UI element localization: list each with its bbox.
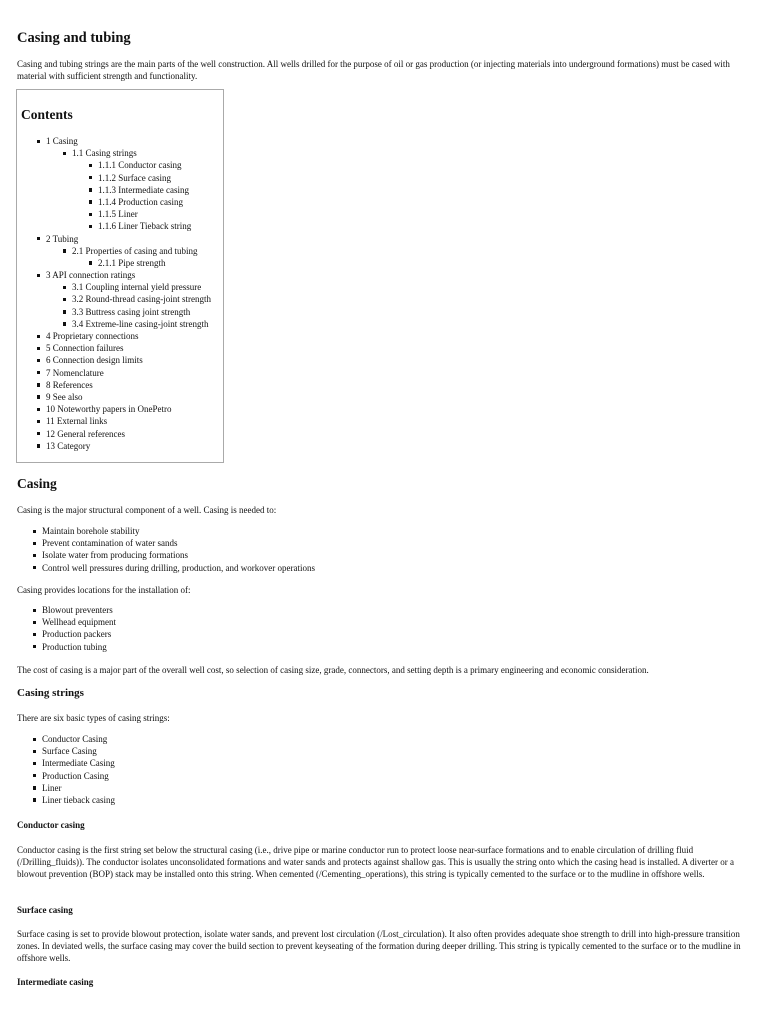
list-item <box>17 562 753 574</box>
list-item-text[interactable]: 11 External links <box>46 416 108 427</box>
casing-needs-list <box>17 525 753 574</box>
toc-item[interactable] <box>17 342 223 354</box>
list-item-text: Isolate water from producing formations <box>42 550 188 561</box>
list-item <box>17 604 753 616</box>
toc-item[interactable] <box>17 318 223 330</box>
bullet-icon <box>33 762 36 765</box>
toc-item[interactable] <box>17 415 223 427</box>
toc-item[interactable] <box>17 159 223 171</box>
list-item-text: Production Casing <box>42 770 109 781</box>
list-item <box>17 616 753 628</box>
bullet-icon <box>33 530 36 533</box>
toc-item[interactable] <box>17 428 223 440</box>
bullet-icon <box>89 200 92 203</box>
list-item-text: Conductor Casing <box>42 734 108 744</box>
list-item-text[interactable]: 6 Connection design limits <box>46 355 143 366</box>
bullet-icon <box>33 750 36 753</box>
list-item-text[interactable]: 3.3 Buttress casing joint strength <box>72 306 191 317</box>
list-item-text[interactable]: 2 Tubing <box>46 233 79 244</box>
bullet-icon <box>37 444 40 447</box>
intro-paragraph: Casing and tubing strings are the main parts of the well construction. All wells drilled for the purpose of oil or gas production (or injecting materials into underground formations) must be cased with material with sufficient strength and functionality. <box>17 59 730 81</box>
list-item-text[interactable]: 5 Connection failures <box>46 343 124 354</box>
list-item-text[interactable]: 3 API connection ratings <box>46 270 136 281</box>
list-item-text: Control well pressures during drilling, production, and workover operations <box>42 562 315 573</box>
surface-casing-paragraph: Surface casing is set to provide blowout protection, isolate water sands, and prevent lost circulation (/Lost_circulation). It also often provides adequate shoe strength to drill into high-pressure transition zones. In deviated wells, the surface casing may cover the build section to prevent keyseating of the formation during deeper drilling. This string is typically cemented to the surface or to the mudline in offshore wells. <box>17 929 741 963</box>
toc-item[interactable] <box>17 379 223 391</box>
list-item-text[interactable]: 4 Proprietary connections <box>46 331 139 341</box>
list-item-text[interactable]: 3.4 Extreme-line casing-joint strength <box>72 318 209 329</box>
bullet-icon <box>37 432 40 435</box>
list-item <box>17 794 753 806</box>
list-item <box>17 537 753 549</box>
list-item-text[interactable]: 3.1 Coupling internal yield pressure <box>72 282 202 293</box>
list-item-text: Surface Casing <box>42 746 97 757</box>
list-item-text: Production packers <box>42 629 112 640</box>
list-item-text: Liner <box>42 782 62 793</box>
bullet-icon <box>37 237 40 240</box>
bullet-icon <box>89 176 92 179</box>
list-item <box>17 549 753 561</box>
intermediate-casing-heading: Intermediate casing <box>17 977 94 987</box>
toc-item[interactable] <box>17 306 223 318</box>
toc-list <box>17 135 223 452</box>
bullet-icon <box>37 359 40 362</box>
list-item-text[interactable]: 1.1.2 Surface casing <box>98 172 171 183</box>
bullet-icon <box>89 225 92 228</box>
conductor-casing-paragraph: Conductor casing is the first string set below the structural casing (i.e., drive pipe or marine conductor run to protect loose near-surface formations and to enable circulation of drilling fluid (/Drilling_fluids)). The conductor isolates unconsolidated formations and water sands and protects against shallow gas. This is usually the string onto which the casing head is installed. A diverter or a blowout prevention (BOP) stack may be installed onto this string. When cemented (/Cementing_operations), this string is typically cemented to the surface or to the mudline in offshore wells. <box>17 845 735 879</box>
bullet-icon <box>33 798 36 801</box>
list-item-text[interactable]: 1.1 Casing strings <box>72 148 137 159</box>
toc-item[interactable] <box>17 293 223 305</box>
bullet-icon <box>63 286 66 289</box>
toc-item[interactable] <box>17 269 223 281</box>
bullet-icon <box>89 164 92 167</box>
bullet-icon <box>37 395 40 398</box>
toc-item[interactable] <box>17 208 223 220</box>
bullet-icon <box>37 274 40 277</box>
casing-types-list <box>17 733 753 806</box>
bullet-icon <box>33 609 36 612</box>
table-of-contents <box>16 89 224 463</box>
list-item-text[interactable]: 9 See also <box>46 391 83 402</box>
list-item-text[interactable]: 1.1.3 Intermediate casing <box>98 184 189 195</box>
casing-paragraph-1: Casing is the major structural component of a well. Casing is needed to: <box>17 505 277 515</box>
list-item <box>17 641 753 653</box>
bullet-icon <box>33 633 36 636</box>
casing-paragraph-2: Casing provides locations for the installation of: <box>17 585 191 595</box>
bullet-icon <box>37 347 40 350</box>
list-item-text[interactable]: 2.1.1 Pipe strength <box>98 257 166 268</box>
conductor-casing-heading: Conductor casing <box>17 820 85 830</box>
bullet-icon <box>63 249 66 252</box>
toc-item[interactable] <box>17 330 223 342</box>
toc-item[interactable] <box>17 440 223 452</box>
toc-item[interactable] <box>17 135 223 147</box>
list-item <box>17 628 753 640</box>
toc-item[interactable] <box>17 257 223 269</box>
casing-locations-list <box>17 604 753 653</box>
bullet-icon <box>63 322 66 325</box>
bullet-icon <box>33 774 36 777</box>
list-item-text[interactable]: 10 Noteworthy papers in OnePetro <box>46 404 172 415</box>
list-item-text: Maintain borehole stability <box>42 526 140 536</box>
toc-item[interactable] <box>17 245 223 257</box>
list-item-text[interactable]: 1.1.4 Production casing <box>98 196 183 207</box>
list-item <box>17 733 753 745</box>
list-item <box>17 770 753 782</box>
bullet-icon <box>33 554 36 557</box>
bullet-icon <box>89 188 92 191</box>
list-item-text: Wellhead equipment <box>42 617 116 628</box>
bullet-icon <box>33 645 36 648</box>
list-item-text[interactable]: 1.1.6 Liner Tieback string <box>98 221 192 232</box>
list-item-text[interactable]: 1.1.1 Conductor casing <box>98 160 182 171</box>
list-item-text[interactable]: 2.1 Properties of casing and tubing <box>72 245 198 256</box>
casing-paragraph-3: The cost of casing is a major part of the overall well cost, so selection of casing size, grade, connectors, and setting depth is a primary engineering and economic consideration. <box>17 665 649 675</box>
list-item <box>17 525 753 537</box>
casing-strings-paragraph: There are six basic types of casing strings: <box>17 713 170 723</box>
bullet-icon <box>63 310 66 313</box>
bullet-icon <box>33 542 36 545</box>
toc-item[interactable] <box>17 367 223 379</box>
toc-item[interactable] <box>17 233 223 245</box>
list-item-text[interactable]: 1.1.5 Liner <box>98 209 138 220</box>
list-item-text: Intermediate Casing <box>42 758 115 769</box>
toc-item[interactable] <box>17 172 223 184</box>
bullet-icon <box>33 786 36 789</box>
casing-heading: Casing <box>17 476 57 491</box>
bullet-icon <box>89 213 92 216</box>
toc-item[interactable] <box>17 281 223 293</box>
bullet-icon <box>33 621 36 624</box>
list-item-text: Production tubing <box>42 641 107 652</box>
toc-heading: Contents <box>21 107 73 122</box>
page-title: Casing and tubing <box>17 30 131 46</box>
bullet-icon <box>33 566 36 569</box>
list-item <box>17 757 753 769</box>
bullet-icon <box>37 383 40 386</box>
toc-item[interactable] <box>17 354 223 366</box>
bullet-icon <box>37 408 40 411</box>
bullet-icon <box>37 371 40 374</box>
bullet-icon <box>37 140 40 143</box>
toc-item[interactable] <box>17 403 223 415</box>
bullet-icon <box>63 152 66 155</box>
toc-item[interactable] <box>17 196 223 208</box>
list-item-text[interactable]: 7 Nomenclature <box>46 367 104 378</box>
list-item-text[interactable]: 8 References <box>46 379 93 390</box>
list-item <box>17 782 753 794</box>
list-item-text[interactable]: 13 Category <box>46 440 91 451</box>
list-item-text: Prevent contamination of water sands <box>42 538 178 549</box>
list-item <box>17 745 753 757</box>
bullet-icon <box>33 738 36 741</box>
list-item-text[interactable]: 1 Casing <box>46 136 78 146</box>
toc-item[interactable] <box>17 147 223 159</box>
surface-casing-heading: Surface casing <box>17 905 73 915</box>
bullet-icon <box>37 420 40 423</box>
bullet-icon <box>89 261 92 264</box>
bullet-icon <box>37 335 40 338</box>
list-item-text[interactable]: 12 General references <box>46 428 125 439</box>
list-item-text[interactable]: 3.2 Round-thread casing-joint strength <box>72 294 211 305</box>
toc-item[interactable] <box>17 391 223 403</box>
casing-strings-heading: Casing strings <box>17 687 84 699</box>
list-item-text: Liner tieback casing <box>42 794 115 805</box>
section-casing <box>17 476 753 492</box>
toc-item[interactable] <box>17 220 223 232</box>
toc-item[interactable] <box>17 184 223 196</box>
bullet-icon <box>63 298 66 301</box>
list-item-text: Blowout preventers <box>42 605 113 615</box>
